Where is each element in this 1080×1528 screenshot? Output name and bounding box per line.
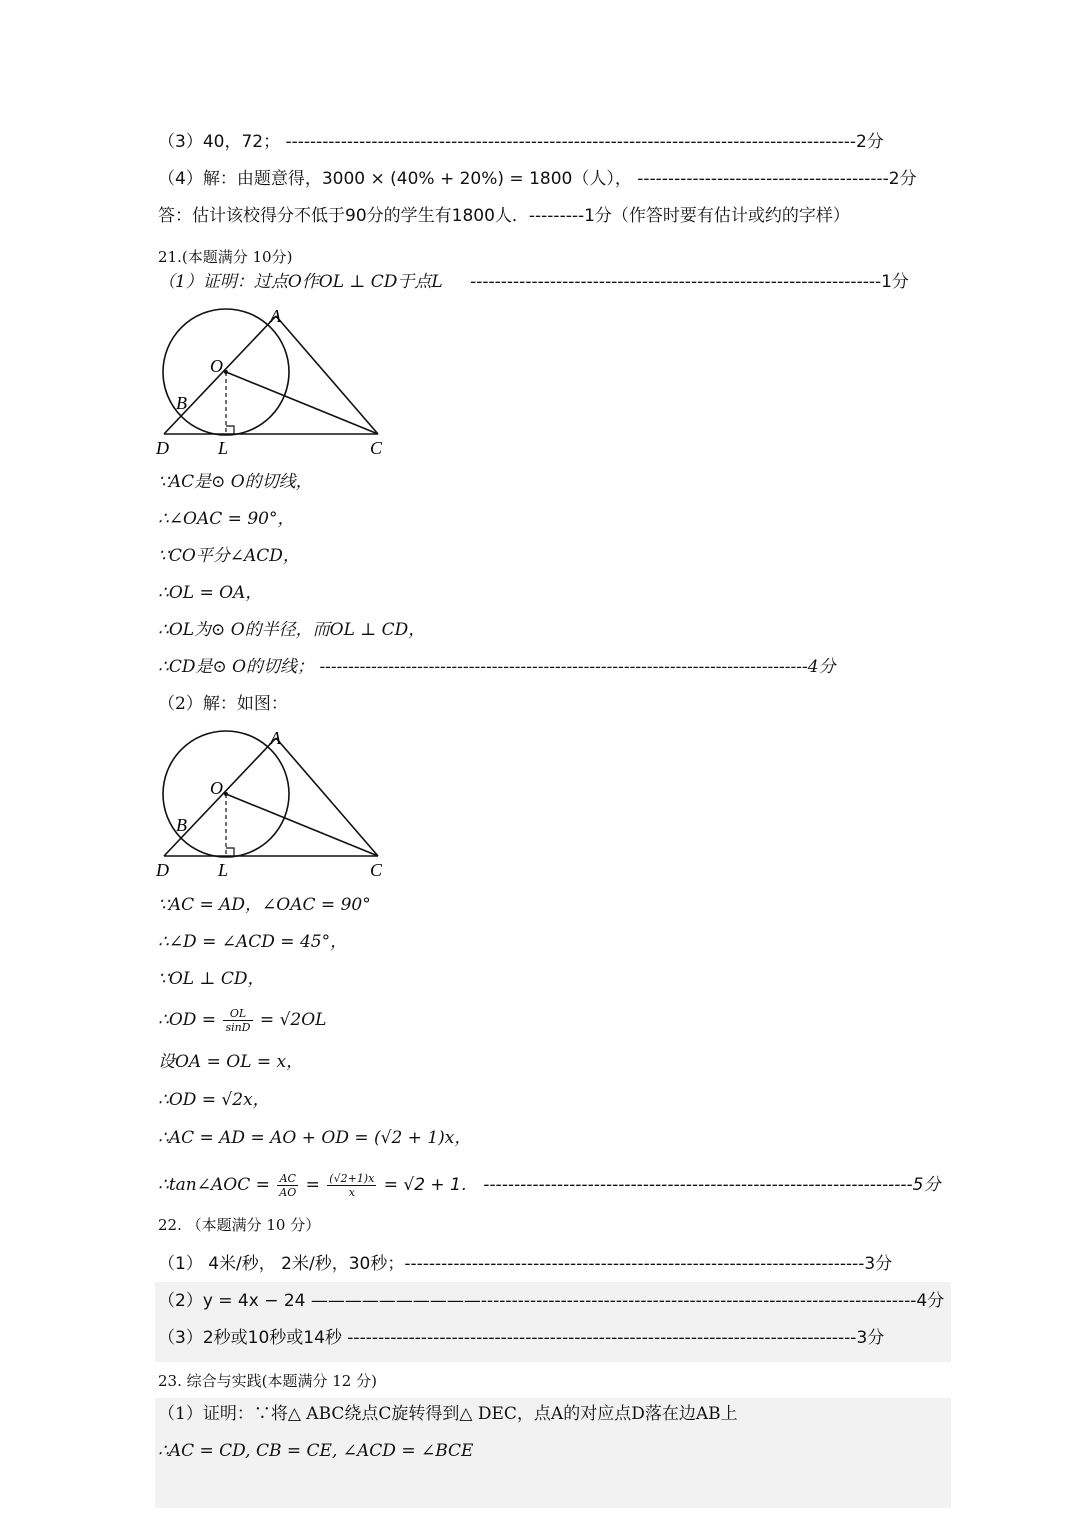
question-21-header: 21.(本题满分 10分) (158, 248, 293, 266)
segment-ac (276, 316, 378, 434)
q21-step-3: ∵CO平分∠ACD， (158, 546, 300, 566)
label-a: A (270, 306, 281, 326)
q21-step-5: ∴OL为⊙ O的半径，而OL ⊥ CD， (158, 620, 426, 640)
q21-part1-intro (158, 270, 909, 294)
q21-step-6: ∴CD是⊙ O的切线； -------------------------------------------------------------------------------------4分 (158, 657, 836, 677)
tan-suffix: = √2 + 1． ----------------------------------------------------------------------5分 (383, 1175, 941, 1195)
label-o: O (210, 778, 223, 798)
answer-20-4-prefix: （4）解：由题意得， (158, 169, 322, 189)
tan-prefix: ∴tan∠AOC = (158, 1175, 270, 1195)
center-point (224, 370, 228, 374)
question-23-header: 23. 综合与实践(本题满分 12 分) (158, 1372, 377, 1390)
answer-20-4-suffix: （人）， -----------------------------------------2分 (572, 169, 917, 189)
q21-tan-formula (158, 1172, 941, 1199)
answer-20-3: （3）40，72； ---------------------------------------------------------------------------------------------2分 (158, 132, 884, 152)
tan-fraction-1 (277, 1172, 298, 1199)
label-b: B (176, 393, 187, 413)
od-suffix: = √2OL (259, 1010, 327, 1030)
segment-oc (226, 794, 378, 856)
label-d: D (156, 438, 169, 458)
label-a: A (270, 728, 281, 748)
q21-part2-intro: （2）解：如图： (158, 694, 288, 714)
tan-num-2: (√2+1)x (329, 1172, 375, 1185)
q21-p2-step-3: ∵OL ⊥ CD， (158, 969, 265, 989)
label-c: C (370, 860, 383, 880)
label-l: L (218, 860, 229, 880)
od-denominator: sinD (225, 1021, 251, 1034)
label-o: O (210, 356, 223, 376)
label-d: D (156, 860, 169, 880)
q21-part1-intro-dashes: -------------------------------------------------------------------1分 (470, 272, 909, 292)
q21-part1-intro-text: （1）证明：过点O作OL ⊥ CD于点L (158, 272, 443, 292)
answer-20-4 (158, 167, 917, 191)
answer-23-1: （1）证明：∵将△ ABC绕点C旋转得到△ DEC，点A的对应点D落在边AB上 (158, 1404, 738, 1424)
q21-od-formula (158, 1007, 326, 1034)
q21-p2-step-7: ∴AC = AD = AO + OD = (√2 + 1)x， (158, 1128, 472, 1148)
od-numerator: OL (223, 1007, 252, 1021)
geometry-figure-2 (150, 724, 400, 884)
q21-step-2: ∴∠OAC = 90°， (158, 509, 295, 529)
tan-fraction-2 (327, 1172, 376, 1199)
segment-ac (276, 738, 378, 856)
answer-20-4-math: 3000 × (40% + 20%) = 1800 (321, 169, 573, 189)
center-point (224, 792, 228, 796)
answer-22-1: （1） 4米/秒， 2米/秒，30秒；---------------------------------------------------------------------------3分 (158, 1254, 893, 1274)
q21-step-4: ∴OL = OA， (158, 583, 263, 603)
tan-num-1: AC (277, 1172, 298, 1186)
label-c: C (370, 438, 383, 458)
label-b: B (176, 815, 187, 835)
tan-den-2: x (348, 1186, 355, 1199)
answer-23-1b: ∴AC = CD, CB = CE, ∠ACD = ∠BCE (158, 1441, 474, 1461)
geometry-figure-1 (150, 302, 400, 462)
od-fraction (223, 1007, 252, 1034)
answer-22-2: （2）y = 4x − 24 ——————————-----------------------------------------------------------------------4分 (158, 1291, 945, 1311)
question-22-header: 22. （本题满分 10 分） (158, 1216, 321, 1234)
q21-step-1: ∵AC是⊙ O的切线， (158, 472, 313, 492)
answer-20-conclusion: 答：估计该校得分不低于90分的学生有1800人．---------1分（作答时要有估计或约的字样） (158, 206, 850, 226)
label-l: L (218, 438, 229, 458)
q21-p2-step-2: ∴∠D = ∠ACD = 45°， (158, 932, 348, 952)
answer-22-3: （3）2秒或10秒或14秒 -----------------------------------------------------------------------------------3分 (158, 1328, 885, 1348)
tan-den-1: AO (279, 1186, 297, 1199)
od-prefix: ∴OD = (158, 1010, 217, 1030)
q21-p2-step-6: ∴OD = √2x， (158, 1090, 270, 1110)
segment-oc (226, 372, 378, 434)
q21-p2-step-1: ∵AC = AD，∠OAC = 90° (158, 895, 371, 915)
right-angle-mark (226, 848, 234, 856)
q21-p2-step-5: 设OA = OL = x， (158, 1052, 304, 1072)
tan-equals: = (305, 1175, 320, 1195)
right-angle-mark (226, 426, 234, 434)
